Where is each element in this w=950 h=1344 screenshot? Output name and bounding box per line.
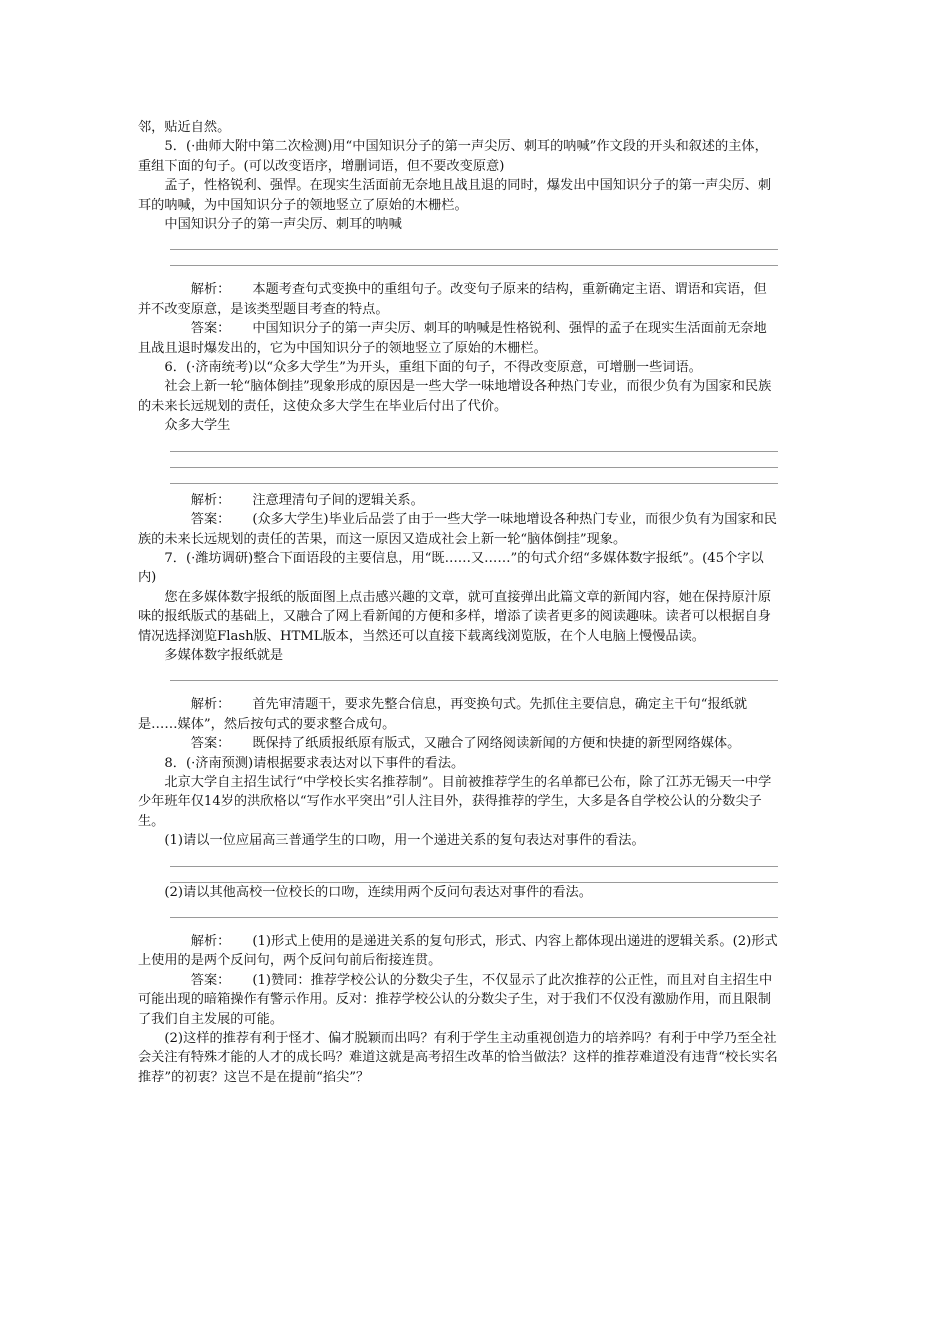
answer-label: 答案：	[190, 972, 231, 988]
question-8-part-2: (2)请以其他高校一位校长的口吻，连续用两个反问句表达对事件的看法。	[164, 884, 592, 900]
spacer	[138, 266, 778, 280]
question-8-part-1: (1)请以一位应届高三普通学生的口吻，用一个递进关系的复句表达对事件的看法。	[164, 833, 645, 849]
answer-line	[170, 851, 778, 867]
answer-line	[170, 234, 778, 250]
answer-line	[170, 468, 778, 484]
text-line: 邻，贴近自然。	[138, 120, 231, 135]
answer-line	[170, 436, 778, 452]
question-8-answer	[138, 971, 778, 1029]
question-6-start: 众多大学生	[164, 418, 231, 434]
question-7: 7．(·潍坊调研)整合下面语段的主要信息，用“既……又……”的句式介绍“多媒体数字报纸”。(45个字以内)	[138, 550, 764, 586]
answer-text: 中国知识分子的第一声尖厉、刺耳的呐喊是性格锐利、强悍的孟子在现实生活面前无奈地且战且退时爆发出的，它为中国知识分子的领地竖立了原始的木栅栏。	[138, 321, 767, 356]
question-5-passage: 孟子，性格锐利、强悍。在现实生活面前无奈地且战且退的同时，爆发出中国知识分子的第一声尖厉、刺耳的呐喊，为中国知识分子的领地竖立了原始的木栅栏。	[138, 178, 772, 213]
question-6-analysis	[138, 491, 778, 510]
spacer	[138, 484, 778, 491]
answer-label: 答案：	[190, 321, 231, 337]
answer-line	[170, 250, 778, 266]
answer-text: 既保持了纸质报纸原有版式，又融合了网络阅读新闻的方便和快捷的新型网络媒体。	[252, 736, 741, 752]
spacer	[138, 918, 778, 932]
analysis-label: 解析：	[190, 492, 231, 508]
question-8-analysis	[138, 932, 778, 971]
question-8: 8．(·济南预测)请根据要求表达对以下事件的看法。	[164, 755, 465, 771]
answer-line	[170, 665, 778, 681]
question-7-passage: 您在多媒体数字报纸的版面图上点击感兴趣的文章，就可直接弹出此篇文章的新闻内容，她在保持原汁原味的报纸版式的基础上，又融合了网上看新闻的方便和多样，增添了读者更多的阅读趣味。读者可以根据自身情况选择浏览Flash版、HTML版本，当然还可以直接下载离线浏览版，在个人电脑上慢慢品读。	[138, 589, 772, 644]
answer-text: (1)赞同：推荐学校公认的分数尖子生，不仅显示了此次推荐的公正性，而且对自主招生中可能出现的暗箱操作有警示作用。反对：推荐学校公认的分数尖子生，对于我们不仅没有激励作用，而且限制了我们自主发展的可能。	[138, 972, 773, 1027]
question-7-start: 多媒体数字报纸就是	[164, 647, 284, 663]
question-7-analysis	[138, 695, 778, 734]
question-8-passage: 北京大学自主招生试行“中学校长实名推荐制”。目前被推荐学生的名单都已公布，除了江苏无锡天一中学少年班年仅14岁的洪欣格以“写作水平突出”引人注目外，获得推荐的学生，大多是各自学校公认的分数尖子生。	[138, 774, 772, 829]
question-5: 5．(·曲师大附中第二次检测)用“中国知识分子的第一声尖厉、刺耳的呐喊”作文段的开头和叙述的主体，重组下面的句子。(可以改变语序，增删词语，但不要改变原意)	[138, 139, 768, 174]
analysis-label: 解析：	[190, 697, 231, 713]
question-5-start: 中国知识分子的第一声尖厉、刺耳的呐喊	[164, 217, 402, 233]
question-5-analysis	[138, 280, 778, 319]
question-8-answer-2: (2)这样的推荐有利于怪才、偏才脱颖而出吗？有利于学生主动重视创造力的培养吗？有利于中学乃至全社会关注有特殊才能的人才的成长吗？难道这就是高考招生改革的恰当做法？这样的推荐难道没有违背“校长实名推荐”的初衷？这岂不是在提前“掐尖”？	[138, 1031, 778, 1085]
document-page	[138, 118, 778, 1087]
analysis-text: 本题考查句式变换中的重组句子。改变句子原来的结构，重新确定主语、谓语和宾语，但并不改变原意，是该类型题目考查的特点。	[138, 282, 767, 317]
analysis-text: 注意理清句子间的逻辑关系。	[252, 492, 424, 508]
question-6-answer	[138, 510, 778, 549]
answer-line	[170, 867, 778, 883]
answer-label: 答案：	[190, 512, 231, 528]
analysis-label: 解析：	[190, 934, 231, 949]
answer-text: (众多大学生)毕业后品尝了由于一些大学一味地增设各种热门专业，而很少负有为国家和民族的未来长远规划的责任的苦果，而这一原因又造成社会上新一轮“脑体倒挂”现象。	[138, 512, 777, 547]
question-6-passage: 社会上新一轮“脑体倒挂”现象形成的原因是一些大学一味地增设各种热门专业，而很少负有为国家和民族的未来长远规划的责任，这使众多大学生在毕业后付出了代价。	[138, 379, 772, 414]
answer-label: 答案：	[190, 736, 231, 752]
analysis-text: 首先审清题干，要求先整合信息，再变换句式。先抓住主要信息，确定主干句“报纸就是……媒体”，然后按句式的要求整合成句。	[138, 697, 748, 732]
analysis-text: (1)形式上使用的是递进关系的复句形式，形式、内容上都体现出递进的逻辑关系。(2)形式上使用的是两个反问句，两个反问句前后衔接连贯。	[138, 934, 778, 969]
answer-line	[170, 452, 778, 468]
question-6: 6．(·济南统考)以“众多大学生”为开头，重组下面的句子，不得改变原意，可增删一些词语。	[164, 360, 702, 376]
question-7-answer	[138, 734, 778, 753]
answer-line	[170, 902, 778, 918]
analysis-label: 解析：	[190, 282, 231, 298]
question-5-answer	[138, 319, 778, 358]
spacer	[138, 681, 778, 695]
